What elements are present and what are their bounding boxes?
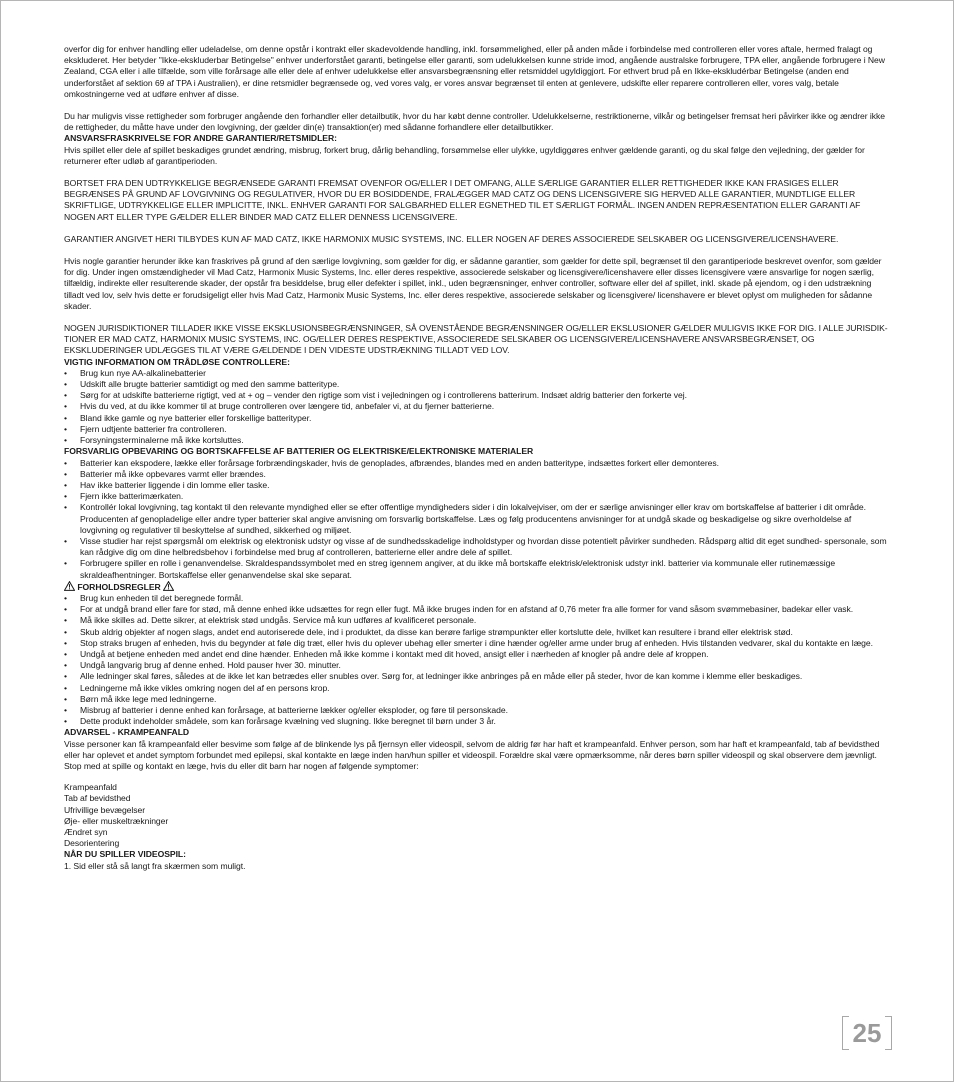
- playing-paragraph: 1. Sid eller stå så langt fra skærmen som muligt.: [64, 860, 246, 871]
- disclaimer-paragraph-2: BORTSET FRA DEN UDTRYKKELIGE BEGRÆNSEDE GARANTI FREMSAT OVENFOR OG/ELLER I DET OMFANG, ALLE SÆRLIGE GARANTIER ELLER RETTIGHEDER IKKE KAN FRASIGES ELLER BEGRÆNSES PÅ GRUND AF LOVGIVNING OG REGULATIVER, HVOR DU ER BOSIDDENDE, FRALÆGGER MAD CATZ OG DENS LICENSGIVERE SIG HERVED ALLE GARANTIER, MUNDTLIGE ELLER SKRIFTLIGE, UDTRYKKELIGE ELLER IMPLICITTE, INKL. ENHVER GARANTI FOR SALGBARHED ELLER EGNETHED TIL ET SÆRLIGT FORMÅL. INGEN ANDEN REPRÆSENTATION ELLER GARANTI AF NOGEN ART ELLER TYPE GÆLDER ELLER BINDER MAD CATZ ELLER DENNESS LICENSGIVERE.: [64, 178, 861, 222]
- disclaimer-paragraph-4: Hvis nogle garantier herunder ikke kan fraskrives på grund af den særlige lovgivning, som gælder for dig, er sådanne garantier, som gælder for dette spil, begrænset til den garantiperiode beskrevet ovenfor, som gælder for dig. Under ingen omstændigheder vil Mad Catz, Harmonix Music Systems, Inc. eller deres respektive, associerede selskaber og licensgivere/licenshavere eller disses licensgivere være ansvarlige for nogen særlig, tilfældig, indirekte eller resulterende skader, der opstår fra besiddelse, brug eller defekter i spillet, inkl., uden begrænsninger, enhver controller, software eller del af spillet, inkl. skade på ejendom, og i den udstrækning tilladt ved lov, selv hvis dette er forudsigeligt eller hvis Mad Catz, Harmonix Music Systems, Inc. eller deres respektive, associerede selskaber og licensgivere/ licenshavere er blevet oplyst om muligheden for sådanne skader.: [64, 256, 882, 311]
- warning-triangle-icon: [64, 581, 75, 591]
- precautions-heading-row: [64, 581, 888, 593]
- list-item: • Dette produkt indeholder smådele, som kan forårsage kvælning ved slugning. Ikke beregnet til børn under 3 år.: [64, 716, 888, 727]
- symptom-list: [64, 782, 888, 849]
- list-item: • Børn må ikke lege med ledningerne.: [64, 694, 888, 705]
- list-item: • Misbrug af batterier i denne enhed kan forårsage, at batterierne lækker og/eller eksploder, og føre til personskade.: [64, 705, 888, 716]
- page-number: 25: [852, 1018, 882, 1048]
- list-item: • Skub aldrig objekter af nogen slags, andet end autoriserede dele, ind i produktet, da disse kan berøre farlige strømpunkter eller kortslutte dele, hvilket kan resultere i brand eller elektrisk stød.: [64, 627, 888, 638]
- list-item: • Forsyningsterminalerne må ikke kortsluttes.: [64, 435, 888, 446]
- symptom-item: Krampeanfald: [64, 782, 117, 793]
- symptom-item: Ændret syn: [64, 827, 108, 837]
- right-bracket: [885, 1016, 892, 1050]
- disclaimer-paragraph-1: Hvis spillet eller dele af spillet beskadiges grundet ændring, misbrug, forkert brug, dårlig behandling, forsømmelse eller ulykke, ugyldiggøres enhver gældende garanti, og du skal følge den vejledning, der gælder for returnerer efter udløb af garantiperioden.: [64, 144, 865, 166]
- list-item: • Batterier kan ekspodere, lække eller forårsage forbrændingskader, hvis de genoplades, afbrændes, blandes med en anden batteritype, indsættes forkert eller demonteres.: [64, 458, 888, 469]
- warning-triangle-icon: [163, 581, 174, 591]
- intro-paragraph-1: overfor dig for enhver handling eller udeladelse, om denne opstår i kontrakt eller skadevoldende handling, inkl. forsømmelighed, eller på anden måde i forbindelse med controlleren eller vores aftale, hermed fralagt og ekskluderet. Her betyder "Ikke-ekskluderbar Betingelse" enhver underforstået garanti, betingelse eller garanti, som udelukkelsen kunne stride imod, angående australske forbrugere, TPA eller, angående forbrugere i New Zealand, CGA eller i alle tilfælde, som ville forårsage alle eller dele af enhver udelukkelse eller ansvarsbegrænsning eller retsmiddel ugyldiggjort. For ethvert brud på en Ikke-ekskludérbar Betingelse (anden end underforstået af sektion 69 af TPA i Australien), er dine retsmidler begrænsede og, ved vores valg, er vores ansvar begrænset til enten at genlevere, udskifte eller reparere controlleren eller, vores valg, betale omkostningerne ved at udføre enhver af disse.: [64, 44, 885, 99]
- intro-paragraph-2: Du har muligvis visse rettigheder som forbruger angående den forhandler eller detailbutik, hvor du har købt denne controller. Udelukkelserne, restriktionerne, vilkår og betingelser fremsat heri påvirker ikke og ændrer ikke de rettigheder, du måtte have under den lovgivning, der gælder din(e) transaktion(er) med sådanne forhandlere eller detailbutikker.: [64, 111, 886, 133]
- list-item: • Undgå at betjene enheden med andet end dine hænder. Enheden må ikke komme i kontakt med dit hoved, ansigt eller i nærheden af knogler på andre dele af kroppen.: [64, 649, 888, 660]
- disposal-heading: FORSVARLIG OPBEVARING OG BORTSKAFFELSE AF BATTERIER OG ELEKTRISKE/ELEKTRONISKE MATERIALER: [64, 446, 534, 457]
- wireless-heading: VIGTIG INFORMATION OM TRÅDLØSE CONTROLLERE:: [64, 356, 290, 367]
- precautions-list: [64, 593, 888, 727]
- list-item: • Brug kun enheden til det beregnede formål.: [64, 593, 888, 604]
- seizure-heading: ADVARSEL - KRAMPEANFALD: [64, 727, 190, 738]
- seizure-paragraph: Visse personer kan få krampeanfald eller besvime som følge af de blinkende lys på fjernsyn eller videospil, selvom de aldrig før har haft et krampeanfald. Enhver person, som har haft et krampeanfald, tab af bevidsthed eller har oplevet et andet symptom forbundet med epilepsi, skal kontakte en læge inden han/hun spiller et videospil. Forældre skal være opmærksomme, når deres børn spiller videospil og skal observere dem jævnligt. Stop med at spille og kontakt en læge, hvis du eller dit barn har nogen af følgende symptomer:: [64, 738, 880, 771]
- list-item: • Fjern udtjente batterier fra controlleren.: [64, 424, 888, 435]
- disclaimer-paragraph-3: GARANTIER ANGIVET HERI TILBYDES KUN AF MAD CATZ, IKKE HARMONIX MUSIC SYSTEMS, INC. ELLER NOGEN AF DERES ASSOCIEREDE SELSKABER OG LICENSGIVERE/LICENSHAVERE.: [64, 233, 839, 244]
- list-item: • Kontrollér lokal lovgivning, tag kontakt til den relevante myndighed eller se efter offentlige myndigheders sider i din lokalvejviser, om der er særlige anvisninger eller krav om bortskaffelse af batterier i dit område. Producenten af genopladelige eller andre typer batterier skal angive anvisning om forsvarlig bortskaffelse. Læs og følg producentens anvisninger for at undgå skade og beskadigelse og sikre overholdelse af lovgivning og regulativer til beskyttelse af sundhed, sikkerhed og miljøet.: [64, 502, 888, 536]
- list-item: • Batterier må ikke opbevares varmt eller brændes.: [64, 469, 888, 480]
- list-item: • Stop straks brugen af enheden, hvis du begynder at føle dig træt, eller hvis du oplever ubehag eller smerter i dine hænder og/eller arme under brug af enheden. Hvis tilstanden vedvarer, skal du kontakte en læge.: [64, 638, 888, 649]
- list-item: • Undgå langvarig brug af denne enhed. Hold pauser hver 30. minutter.: [64, 660, 888, 671]
- symptom-item: Ufrivillige bevægelser: [64, 804, 146, 815]
- list-item: • Hav ikke batterier liggende i din lomme eller taske.: [64, 480, 888, 491]
- disposal-list: [64, 458, 888, 581]
- list-item: • For at undgå brand eller fare for stød, må denne enhed ikke udsættes for regn eller fugt. Må ikke bruges inden for en afstand af 0,76 meter fra alle former for vand såsom svømmebasiner, badekar eller vask.: [64, 604, 888, 615]
- page-number-box: [842, 1016, 892, 1050]
- list-item: • Brug kun nye AA-alkalinebatterier: [64, 368, 888, 379]
- list-item: • Ledningerne må ikke vikles omkring nogen del af en persons krop.: [64, 683, 888, 694]
- list-item: • Alle ledninger skal føres, således at de ikke let kan betrædes eller snubles over. Sørg for, at ledninger ikke anbringes på en måde eller på steder, hvor de kan komme i klemme eller beskadiges.: [64, 671, 888, 682]
- disclaimer-heading: ANSVARSFRASKRIVELSE FOR ANDRE GARANTIER/RETSMIDLER:: [64, 133, 337, 144]
- list-item: • Visse studier har rejst spørgsmål om elektrisk og elektronisk udstyr og visse af de sundhedsskadelige indholdstyper og hvordan disse potentielt påvirker sundheden. Rådspørg altid dit eget sundhed- spersonale, som kan rådgive dig om dine helbredsbehov i forbindelse med brug af controlleren, batterierne eller andre dele af spillet.: [64, 536, 888, 558]
- list-item: • Må ikke skilles ad. Dette sikrer, at elektrisk stød undgås. Service må kun udføres af kvalificeret personale.: [64, 615, 888, 626]
- wireless-list: [64, 368, 888, 446]
- symptom-item: Tab af bevidsthed: [64, 793, 131, 804]
- list-item: • Forbrugere spiller en rolle i genanvendelse. Skraldespandssymbolet med en streg igennem angiver, at du ikke må bortskaffe elektrisk/elektronisk udstyr inkl. batterier via kommunale eller rutinemæssige skraldeafhentninger. Bortskaffelse eller genanvendelse skal ske separat.: [64, 558, 888, 580]
- list-item: • Hvis du ved, at du ikke kommer til at bruge controlleren over længere tid, anbefaler vi, at du fjerner batterierne.: [64, 401, 888, 412]
- precautions-heading: FORHOLDSREGLER: [77, 581, 161, 592]
- list-item: • Bland ikke gamle og nye batterier eller forskellige batterityper.: [64, 413, 888, 424]
- list-item: • Sørg for at udskifte batterierne rigtigt, ved at + og – vender den rigtige som vist i vejledningen og i controllerens batterirum. Indsæt aldrig batterier den forkerte vej.: [64, 390, 888, 401]
- list-item: • Fjern ikke batterimærkaten.: [64, 491, 888, 502]
- list-item: • Udskift alle brugte batterier samtidigt og med den samme batteritype.: [64, 379, 888, 390]
- symptom-item: Øje- eller muskeltrækninger: [64, 815, 169, 826]
- left-bracket: [842, 1016, 849, 1050]
- document-body: [64, 44, 888, 872]
- disclaimer-paragraph-5: NOGEN JURISDIKTIONER TILLADER IKKE VISSE EKSKLUSIONSBEGRÆNSNINGER, SÅ OVENSTÅENDE BEGRÆNSNINGER OG/ELLER EKSLUSIONER GÆLDER MULIGVIS IKKE FOR DIG. I ALLE JURISDIK- TIONER ER MAD CATZ, HARMONIX MUSIC SYSTEMS, INC. OG/ELLER DERES RESPEKTIVE, ASSOCIEREDE SELSKABER OG LICENSGIVERE/LICENSHAVERE ANSVARSBEGRÆNSET, OG EKSKLUDERINGER UDLÆGGES TIL AT VÆRE GÆLDENDE I DEN VIDESTE UDSTRÆKNING TILLADT VED LOV.: [64, 323, 888, 356]
- playing-heading: NÅR DU SPILLER VIDEOSPIL:: [64, 849, 186, 860]
- symptom-item: Desorientering: [64, 838, 120, 849]
